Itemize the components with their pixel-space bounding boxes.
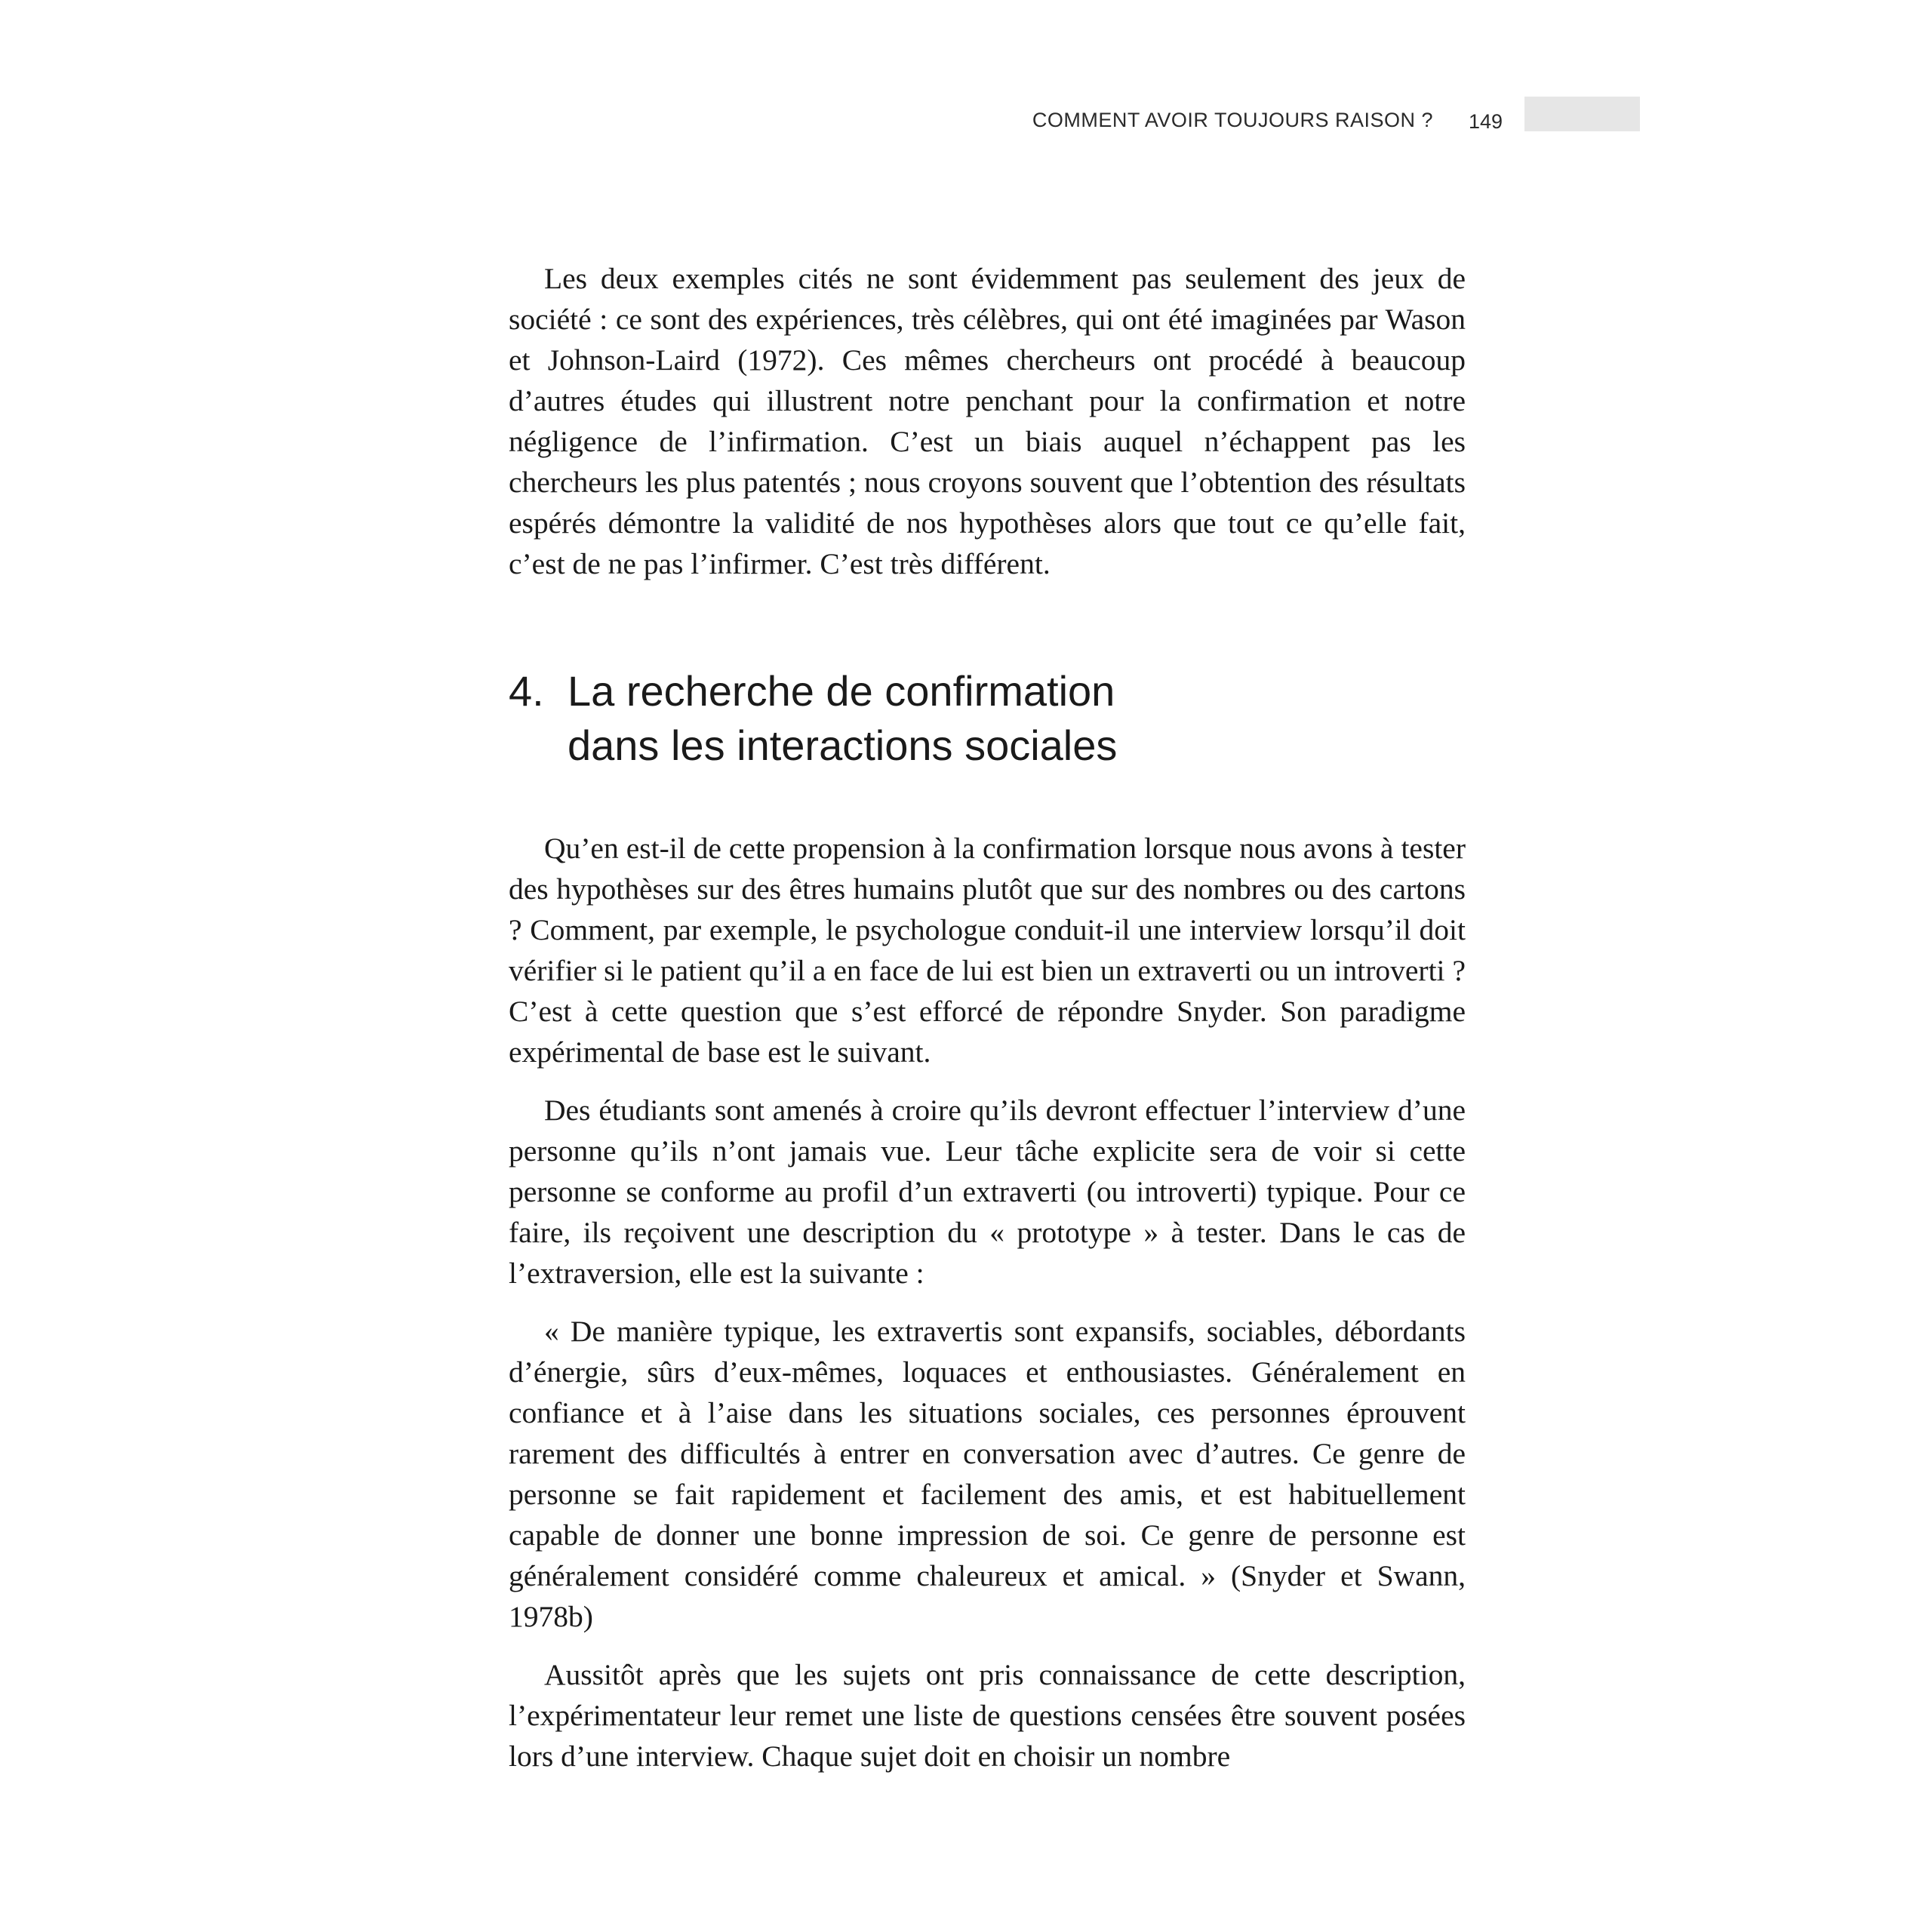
paragraph: Des étudiants sont amenés à croire qu’ils devront effectuer l’interview d’une personne qu’ils n’ont jamais vue. Leur tâche explicite sera de voir si cette personne se conforme au profil d’un extraverti (ou introverti) typique. Pour ce faire, ils reçoivent une description du « prototype » à tester. Dans le cas de l’extraversion, elle est la suivante :	[509, 1094, 1466, 1290]
section-title-line-1: La recherche de confirmation	[568, 667, 1115, 715]
paragraph: Aussitôt après que les sujets ont pris connaissance de cette description, l’expérimentateur leur remet une liste de questions censées être souvent posées lors d’une interview. Chaque sujet doit en choisir un nombre	[509, 1658, 1466, 1773]
section-number: 4.	[509, 667, 544, 715]
paragraph: Qu’en est-il de cette propension à la confirmation lorsque nous avons à tester des hypothèses sur des êtres humains plutôt que sur des nombres ou des cartons ? Comment, par exemple, le psychologue conduit-il une interview lorsqu’il doit vérifier si le patient qu’il a en face de lui est bien un extraverti ou un introverti ? C’est à cette question que s’est efforcé de répondre Snyder. Son paradigme expérimental de base est le suivant.	[509, 832, 1466, 1069]
section-title-line-2: dans les interactions sociales	[568, 721, 1118, 769]
paragraph: Les deux exemples cités ne sont évidemment pas seulement des jeux de société : ce sont des expériences, très célèbres, qui ont été imaginées par Wason et Johnson-Laird (1972). Ces mêmes chercheurs ont procédé à beaucoup d’autres études qui illustrent notre penchant pour la confirmation et notre négligence de l’infirmation. C’est un biais auquel n’échappent pas les chercheurs les plus patentés ; nous croyons souvent que l’obtention des résultats espérés démontre la validité de nos hypothèses alors que tout ce qu’elle fait, c’est de ne pas l’infirmer. C’est très différent.	[509, 262, 1466, 580]
section-title	[568, 664, 1466, 773]
header-thumb-tab	[1524, 97, 1640, 131]
body-text-top	[509, 258, 1466, 584]
quotation-paragraph: « De manière typique, les extravertis sont expansifs, sociables, débordants d’énergie, sûrs d’eux-mêmes, loquaces et enthousiastes. Généralement en confiance et à l’aise dans les situations sociales, ces personnes éprouvent rarement des difficultés à entrer en conversation avec d’autres. Ce genre de personne se fait rapidement et facilement des amis, et est habituellement capable de donner une bonne impression de soi. Ce genre de personne est généralement considéré comme chaleureux et amical. » (Snyder et Swann, 1978b)	[509, 1315, 1466, 1633]
running-title: COMMENT AVOIR TOUJOURS RAISON ?	[1032, 109, 1433, 131]
page-number: 149	[1469, 110, 1503, 133]
body-text-bottom	[509, 828, 1466, 1777]
running-header	[0, 97, 1932, 142]
